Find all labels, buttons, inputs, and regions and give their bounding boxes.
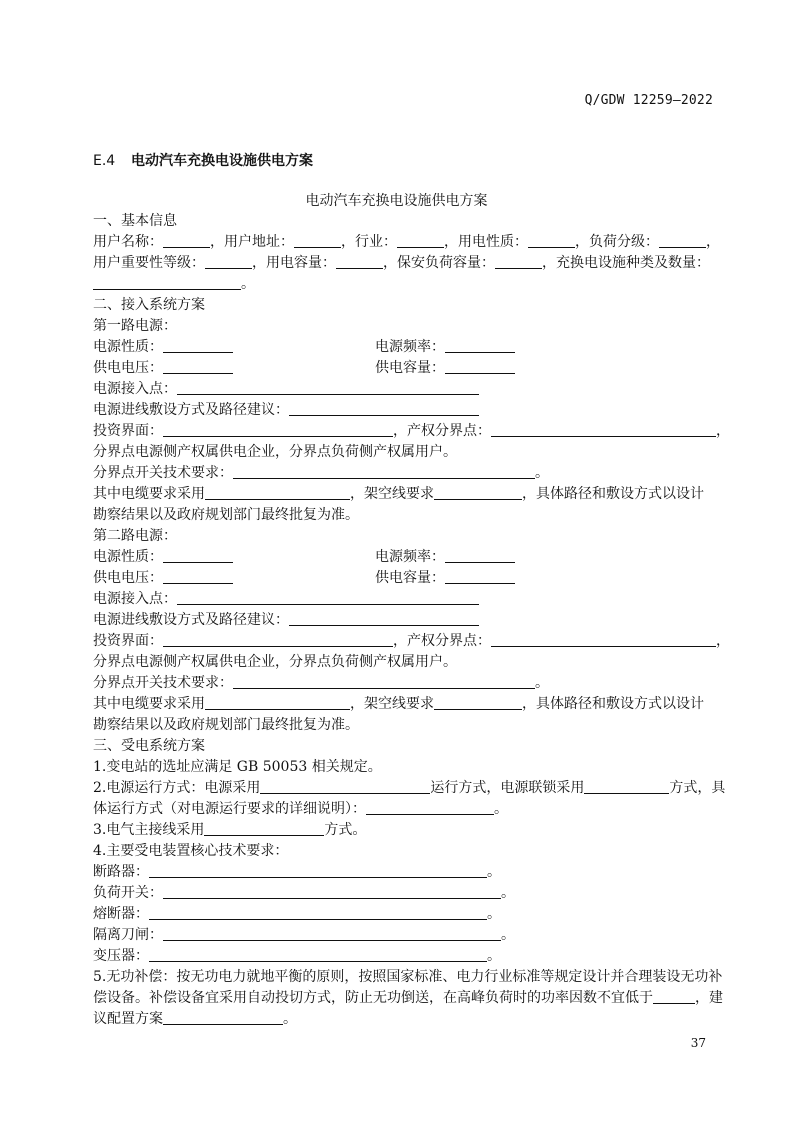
- item5-line-2: 偿设备。补偿设备宜采用自动投切方式，防止无功倒送，在高峰负荷时的功率因数不宜低于 ，建: [93, 990, 723, 1006]
- form-title: 电动汽车充换电设施供电方案: [305, 193, 488, 209]
- circuit2-title: 第二路电源：: [93, 528, 177, 544]
- item3: 3.电气主接线采用 方式。: [93, 822, 367, 838]
- user-address-field[interactable]: [294, 233, 341, 248]
- section-number: E.4: [93, 153, 116, 169]
- section-title: 电动汽车充换电设施供电方案: [131, 153, 313, 169]
- basic-info-line-2: 用户重要性等级： ，用电容量： ，保安负荷容量： ，充换电设施种类及数量：: [93, 255, 710, 271]
- isolator-line: 隔离刀闸： 。: [93, 927, 515, 943]
- fuse-line: 熔断器： 。: [93, 906, 501, 922]
- c2-overhead-field[interactable]: [434, 695, 522, 710]
- industry-field[interactable]: [397, 233, 444, 248]
- isolator-field[interactable]: [163, 926, 501, 941]
- c1-cable-note: 勘察结果以及政府规划部门最终批复为准。: [93, 507, 359, 523]
- c2-ownership-note: 分界点电源侧产权属供电企业，分界点负荷侧产权属用户。: [93, 654, 457, 670]
- user-name-field[interactable]: [163, 233, 210, 248]
- power-factor-field[interactable]: [653, 989, 695, 1004]
- main-wiring-field[interactable]: [204, 821, 324, 836]
- config-plan-field[interactable]: [163, 1010, 283, 1025]
- breaker-line: 断路器： 。: [93, 864, 501, 880]
- circuit1-row-voltage: 供电电压： 供电容量：: [93, 358, 715, 379]
- c2-routing-field[interactable]: [289, 611, 479, 626]
- c2-switch-req-field[interactable]: [233, 674, 535, 689]
- c2-source-nature-field[interactable]: [163, 548, 233, 563]
- item5-line-1: 5.无功补偿：按无功电力就地平衡的原则，按照国家标准、电力行业标准等规定设计并合理装设无功补: [93, 969, 723, 985]
- item1: 1.变电站的选址应满足 GB 50053 相关规定。: [93, 759, 382, 775]
- transformer-line: 变压器： 。: [93, 948, 501, 964]
- c1-source-nature-field[interactable]: [163, 338, 233, 353]
- basic-info-line-3: 。: [93, 274, 715, 295]
- c1-cable-line: 其中电缆要求采用 ，架空线要求 ，具体路径和敷设方式以设计: [93, 486, 704, 502]
- c1-supply-voltage-field[interactable]: [163, 359, 233, 374]
- item5-line-3: 议配置方案 。: [93, 1011, 297, 1027]
- transformer-field[interactable]: [149, 947, 487, 962]
- operation-detail-field[interactable]: [366, 800, 494, 815]
- basic-info-line-1: 用户名称： ，用户地址： ，行业： ，用电性质： ，负荷分级： ，: [93, 234, 720, 250]
- load-switch-line: 负荷开关： 。: [93, 885, 515, 901]
- item2-line-1: 2.电源运行方式：电源采用 运行方式，电源联锁采用 方式，具: [93, 780, 726, 796]
- fuse-field[interactable]: [149, 905, 487, 920]
- c1-switch-req-field[interactable]: [233, 464, 535, 479]
- c2-access-point-field[interactable]: [177, 590, 479, 605]
- c1-source-freq-field[interactable]: [445, 338, 515, 353]
- c1-property-point-field[interactable]: [491, 422, 716, 437]
- circuit2-row-nature: 电源性质： 电源频率：: [93, 547, 715, 568]
- facility-type-field[interactable]: [93, 275, 241, 290]
- circuit1-row-nature: 电源性质： 电源频率：: [93, 337, 715, 358]
- c2-supply-capacity-field[interactable]: [445, 569, 515, 584]
- c2-switch-line: 分界点开关技术要求： 。: [93, 675, 549, 691]
- item2-line-2: 体运行方式（对电源运行要求的详细说明）： 。: [93, 801, 508, 817]
- page-number: 37: [690, 1036, 706, 1050]
- security-load-field[interactable]: [495, 254, 542, 269]
- operation-mode-field[interactable]: [260, 779, 430, 794]
- c1-routing-line: 电源进线敷设方式及路径建议：: [93, 400, 715, 421]
- c2-property-point-field[interactable]: [491, 632, 716, 647]
- breaker-field[interactable]: [149, 863, 487, 878]
- elec-nature-field[interactable]: [528, 233, 575, 248]
- load-switch-field[interactable]: [163, 884, 501, 899]
- c2-access-point-line: 电源接入点：: [93, 589, 715, 610]
- c1-access-point-line: 电源接入点：: [93, 379, 715, 400]
- c2-cable-field[interactable]: [205, 695, 350, 710]
- c1-routing-field[interactable]: [289, 401, 479, 416]
- load-grade-field[interactable]: [659, 233, 706, 248]
- c1-invest-boundary-field[interactable]: [163, 422, 393, 437]
- c1-boundary-line: 投资界面： ，产权分界点： ，: [93, 423, 730, 439]
- c1-supply-capacity-field[interactable]: [445, 359, 515, 374]
- circuit1-title: 第一路电源：: [93, 318, 177, 334]
- c2-supply-voltage-field[interactable]: [163, 569, 233, 584]
- part1-title: 一、基本信息: [93, 213, 177, 229]
- part2-title: 二、接入系统方案: [93, 297, 205, 313]
- form-body: [93, 211, 730, 1030]
- c2-cable-note: 勘察结果以及政府规划部门最终批复为准。: [93, 717, 359, 733]
- part3-title: 三、受电系统方案: [93, 738, 205, 754]
- c2-source-freq-field[interactable]: [445, 548, 515, 563]
- c1-ownership-note: 分界点电源侧产权属供电企业，分界点负荷侧产权属用户。: [93, 444, 457, 460]
- c1-cable-field[interactable]: [205, 485, 350, 500]
- importance-field[interactable]: [205, 254, 252, 269]
- standard-code: Q/GDW 12259—2022: [584, 93, 713, 108]
- c2-cable-line: 其中电缆要求采用 ，架空线要求 ，具体路径和敷设方式以设计: [93, 696, 704, 712]
- c1-access-point-field[interactable]: [177, 380, 479, 395]
- section-heading: [93, 150, 313, 170]
- capacity-field[interactable]: [336, 254, 383, 269]
- item4: 4.主要受电装置核心技术要求：: [93, 843, 289, 859]
- c2-boundary-line: 投资界面： ，产权分界点： ，: [93, 633, 730, 649]
- circuit2-row-voltage: 供电电压： 供电容量：: [93, 568, 715, 589]
- c2-routing-line: 电源进线敷设方式及路径建议：: [93, 610, 715, 631]
- interlock-mode-field[interactable]: [584, 779, 669, 794]
- c2-invest-boundary-field[interactable]: [163, 632, 393, 647]
- c1-overhead-field[interactable]: [434, 485, 522, 500]
- c1-switch-line: 分界点开关技术要求： 。: [93, 465, 549, 481]
